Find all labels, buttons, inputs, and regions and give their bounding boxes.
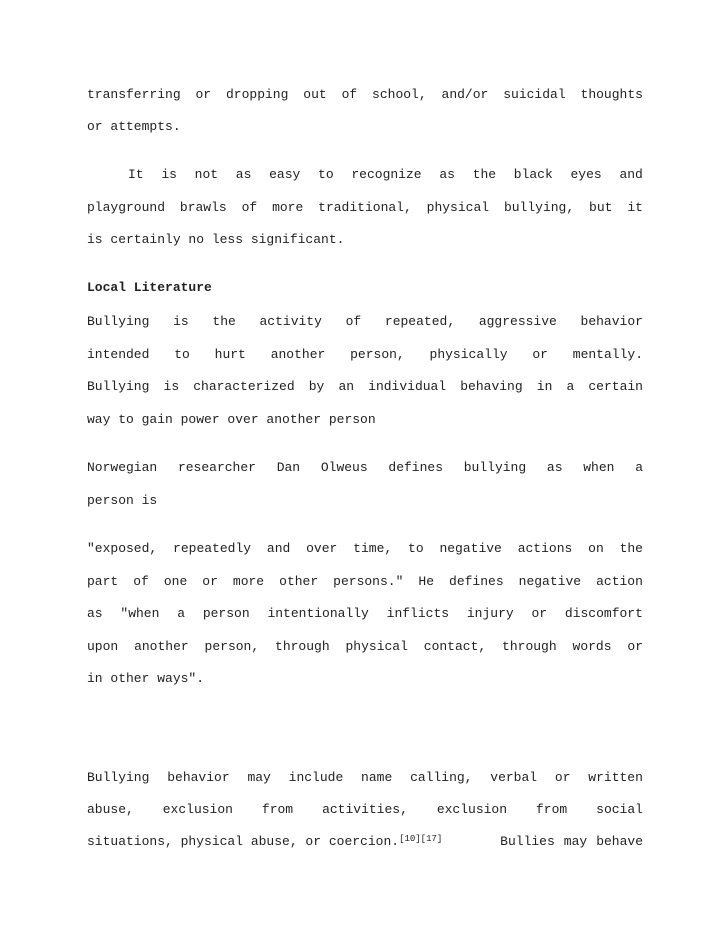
word: behave — [596, 834, 643, 849]
word: suicidal — [503, 87, 566, 102]
word: verbal — [490, 770, 538, 785]
paragraph-6-line-1 — [87, 770, 643, 786]
word: or — [531, 606, 548, 621]
word: another — [134, 639, 189, 654]
word: actions — [517, 541, 573, 556]
word: it — [627, 200, 643, 215]
paragraph-6-line-3-text — [87, 834, 442, 851]
word: name — [361, 770, 393, 785]
word: researcher — [177, 460, 256, 475]
word: from — [261, 802, 294, 817]
paragraph-4-line-2: person is — [87, 493, 158, 508]
word: contact, — [423, 639, 487, 654]
word: He — [418, 574, 435, 589]
word: physical — [426, 200, 490, 215]
word: of — [133, 574, 149, 589]
word: abuse, — [87, 802, 134, 817]
word: thoughts — [580, 87, 643, 102]
word: is — [163, 379, 180, 394]
word: when — [583, 460, 615, 475]
word: Bullying — [87, 770, 150, 785]
word: not — [194, 167, 219, 182]
paragraph-1-line-2: or attempts. — [87, 119, 181, 134]
word: by — [308, 379, 325, 394]
word: part — [87, 574, 119, 589]
word: persons." — [333, 574, 404, 589]
word: the — [472, 167, 497, 182]
word: but — [589, 200, 613, 215]
word: brawls — [179, 200, 227, 215]
word: from — [535, 802, 568, 817]
word: person, — [204, 639, 260, 654]
word: behaving — [460, 379, 523, 394]
word: Bullies — [500, 834, 555, 849]
word: a — [566, 379, 575, 394]
word: to — [174, 347, 190, 362]
word: eyes — [570, 167, 602, 182]
word: through — [275, 639, 330, 654]
word: of — [345, 314, 362, 329]
word: Bullying — [87, 379, 150, 394]
word: a — [177, 606, 186, 621]
word: or — [627, 639, 643, 654]
paragraph-6-line-2 — [87, 802, 643, 818]
word: and/or — [441, 87, 489, 102]
word: more — [272, 200, 304, 215]
word: injury — [466, 606, 514, 621]
word: as — [87, 606, 103, 621]
word: a — [635, 460, 643, 475]
word: exclusion — [162, 802, 233, 817]
paragraph-5-line-3 — [87, 606, 643, 622]
paragraph-6-line-3-tail — [500, 834, 643, 851]
word: may — [247, 770, 271, 785]
word: "exposed, — [87, 541, 158, 556]
word: playground — [87, 200, 166, 215]
word: Dan — [276, 460, 301, 475]
word: upon — [87, 639, 119, 654]
word: words — [572, 639, 612, 654]
paragraph-5-line-4 — [87, 639, 643, 655]
word: of — [241, 200, 258, 215]
word: the — [212, 314, 236, 329]
paragraph-5-line-5: in other ways". — [87, 671, 205, 686]
citation-superscript: [10][17] — [399, 834, 443, 844]
paragraph-5-line-2 — [87, 574, 643, 590]
word: or — [195, 87, 212, 102]
word: and — [266, 541, 291, 556]
word: "when — [120, 606, 160, 621]
line-3-main-text: situations, physical abuse, or coercion. — [87, 834, 400, 849]
word: on — [588, 541, 604, 556]
word: inflicts — [386, 606, 450, 621]
word: as — [546, 460, 563, 475]
word: physically — [429, 347, 508, 362]
word: transferring — [87, 87, 181, 102]
word: and — [619, 167, 643, 182]
word: negative — [518, 574, 582, 589]
paragraph-3-line-3 — [87, 379, 643, 395]
paragraph-4-line-1 — [87, 460, 643, 476]
word: repeatedly — [173, 541, 252, 556]
word: is — [173, 314, 189, 329]
word: discomfort — [564, 606, 643, 621]
paragraph-3-line-4: way to gain power over another person — [87, 412, 376, 427]
word: more — [232, 574, 265, 589]
word: or — [554, 770, 571, 785]
paragraph-3-line-2 — [87, 347, 643, 363]
word: mentally. — [572, 347, 643, 362]
word: behavior — [167, 770, 230, 785]
word: to — [318, 167, 334, 182]
paragraph-2-line-3: is certainly no less significant. — [87, 232, 345, 247]
word: include — [288, 770, 344, 785]
word: an — [338, 379, 355, 394]
word: action — [596, 574, 643, 589]
word: defines — [449, 574, 504, 589]
word: school, — [372, 87, 427, 102]
word: black — [513, 167, 553, 182]
word: or — [532, 347, 548, 362]
word: is — [161, 167, 177, 182]
word: behavior — [580, 314, 643, 329]
word: or — [202, 574, 218, 589]
paragraph-3-line-1 — [87, 314, 643, 330]
word: another — [270, 347, 326, 362]
word: hurt — [214, 347, 246, 362]
word: in — [536, 379, 553, 394]
word: repeated, — [384, 314, 456, 329]
paragraph-2-line-1 — [128, 167, 643, 183]
word: bullying, — [503, 200, 575, 215]
word: one — [163, 574, 188, 589]
word: through — [502, 639, 557, 654]
word: negative — [439, 541, 502, 556]
word: Norwegian — [87, 460, 158, 475]
word: of — [341, 87, 358, 102]
word: intentionally — [267, 606, 369, 621]
word: defines — [388, 460, 443, 475]
word: over — [306, 541, 338, 556]
section-heading: Local Literature — [87, 280, 212, 295]
word: certain — [588, 379, 643, 394]
word: physical — [345, 639, 408, 654]
word: as — [235, 167, 252, 182]
word: Olweus — [320, 460, 368, 475]
paragraph-5-line-1 — [87, 541, 643, 557]
word: time, — [353, 541, 393, 556]
word: person — [202, 606, 250, 621]
paragraph-2-line-2 — [87, 200, 643, 216]
word: bullying — [463, 460, 527, 475]
word: activity — [259, 314, 322, 329]
word: aggressive — [478, 314, 557, 329]
word: Bullying — [87, 314, 150, 329]
word: may — [563, 834, 588, 849]
word: characterized — [193, 379, 295, 394]
word: out — [303, 87, 327, 102]
word: dropping — [225, 87, 289, 102]
word: traditional, — [318, 200, 412, 215]
word: intended — [87, 347, 150, 362]
word: written — [588, 770, 643, 785]
word: activities, — [322, 802, 408, 817]
paragraph-6-line-3 — [87, 834, 643, 851]
word: calling, — [410, 770, 473, 785]
word: It — [128, 167, 144, 182]
word: recognize — [351, 167, 422, 182]
word: the — [619, 541, 643, 556]
word: person, — [350, 347, 405, 362]
word: other — [279, 574, 319, 589]
word: to — [408, 541, 424, 556]
paragraph-1-line-1 — [87, 87, 643, 103]
word: social — [596, 802, 643, 817]
word: exclusion — [436, 802, 508, 817]
word: easy — [269, 167, 301, 182]
word: individual — [368, 379, 447, 394]
word: as — [439, 167, 455, 182]
